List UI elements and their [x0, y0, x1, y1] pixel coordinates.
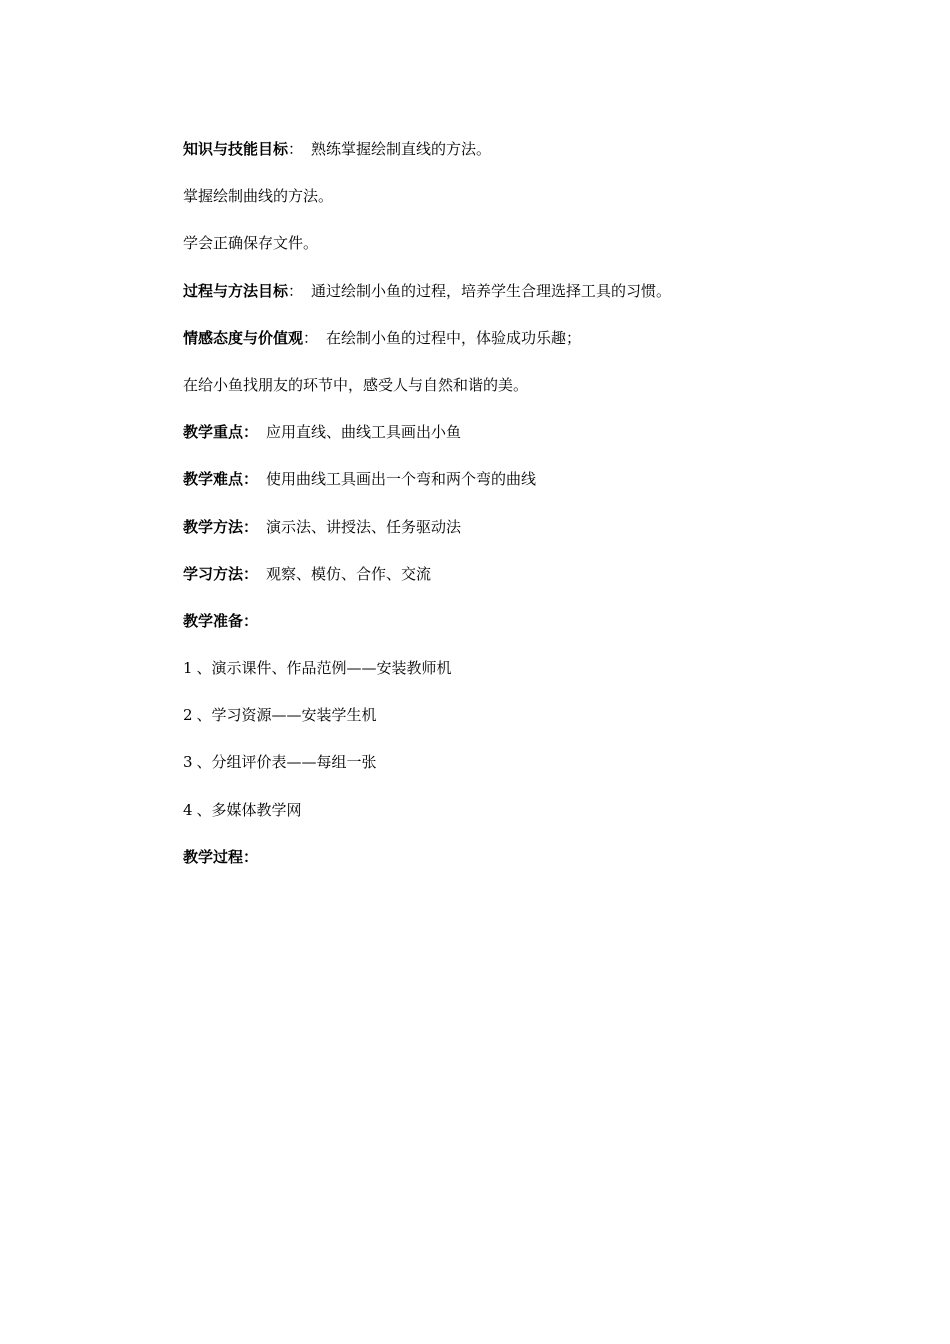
preparation-item-1	[183, 658, 803, 705]
line-text: 掌握绘制曲线的方法。	[183, 187, 334, 206]
line-label: 教学准备：	[183, 611, 259, 630]
item-number: 3	[183, 753, 193, 772]
line-label: 学习方法：	[183, 564, 259, 583]
teaching-process-heading	[183, 847, 803, 894]
line-text: 演示法、讲授法、任务驱动法	[266, 517, 462, 536]
line-label: 教学难点：	[183, 470, 259, 489]
line-separator: ：	[288, 140, 304, 158]
preparation-item-2	[183, 705, 803, 752]
line-text: 应用直线、曲线工具画出小鱼	[266, 423, 462, 442]
line-text: 、学习资源——安装学生机	[196, 706, 377, 725]
item-number: 1	[183, 659, 193, 678]
line-label: 教学重点：	[183, 423, 259, 442]
line-text: 熟练掌握绘制直线的方法。	[311, 140, 492, 158]
emotion-value-objective	[183, 328, 803, 375]
preparation-item-4	[183, 800, 803, 847]
lesson-plan-body	[183, 139, 803, 894]
item-number: 2	[183, 706, 193, 725]
line-label: 过程与方法目标	[183, 281, 289, 300]
item-number: 4	[183, 800, 193, 819]
teaching-preparation-heading	[183, 611, 803, 658]
objective-save-file	[183, 233, 803, 280]
line-separator: ：	[288, 281, 304, 300]
line-label: 教学方法：	[183, 517, 259, 536]
line-text: 学会正确保存文件。	[183, 234, 319, 253]
teaching-difficulty	[183, 469, 803, 516]
teaching-method	[183, 517, 803, 564]
teaching-key-point	[183, 422, 803, 469]
line-text: 、多媒体教学网	[196, 800, 302, 819]
line-text: 使用曲线工具画出一个弯和两个弯的曲线	[266, 470, 537, 489]
line-text: 在绘制小鱼的过程中，体验成功乐趣；	[326, 328, 582, 347]
line-separator: ：	[303, 328, 319, 347]
line-text: 在给小鱼找朋友的环节中，感受人与自然和谐的美。	[183, 375, 529, 394]
line-text: 、分组评价表——每组一张	[196, 753, 377, 772]
line-text: 观察、模仿、合作、交流	[266, 564, 432, 583]
process-method-objective	[183, 281, 803, 328]
objective-curve-line	[183, 186, 803, 233]
line-label: 知识与技能目标	[183, 140, 289, 158]
line-text: 、演示课件、作品范例——安装教师机	[196, 659, 452, 678]
line-text: 通过绘制小鱼的过程，培养学生合理选择工具的习惯。	[311, 281, 672, 300]
learning-method	[183, 564, 803, 611]
line-label: 教学过程：	[183, 847, 259, 866]
knowledge-skill-objective	[183, 139, 803, 186]
preparation-item-3	[183, 752, 803, 799]
line-label: 情感态度与价值观	[183, 328, 304, 347]
emotion-nature-harmony	[183, 375, 803, 422]
